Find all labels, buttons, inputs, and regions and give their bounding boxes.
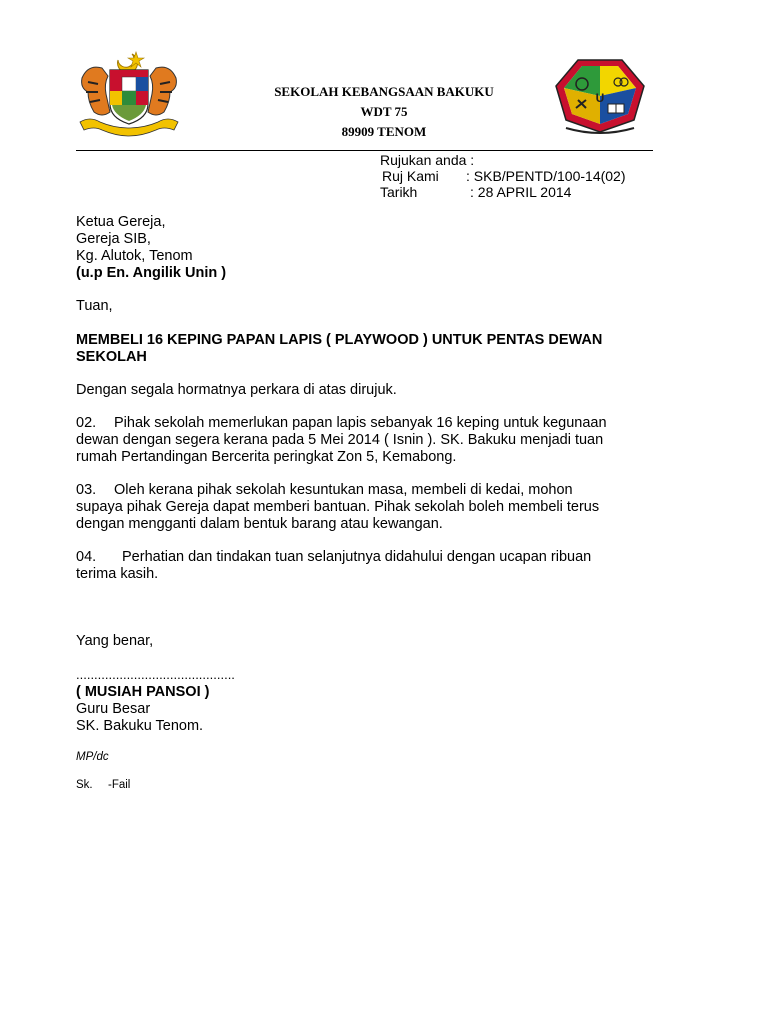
paragraph-number: 02. <box>76 415 97 431</box>
school-letterhead <box>0 82 768 142</box>
svg-text:U: U <box>595 91 605 105</box>
school-code: WDT 75 <box>360 104 408 119</box>
paragraph-number: 04. <box>76 549 97 565</box>
signature-line: ............................................ <box>76 667 235 682</box>
footer-fail: -Fail <box>108 779 131 791</box>
paragraph-text: Pihak sekolah memerlukan papan lapis sebanyak 16 keping untuk kegunaan <box>114 415 607 431</box>
paragraph-text: Perhatian dan tindakan tuan selanjutnya didahului dengan ucapan ribuan <box>122 549 592 565</box>
paragraph-text: Oleh kerana pihak sekolah kesuntukan masa, membeli di kedai, mohon <box>114 482 573 498</box>
opening-line: Dengan segala hormatnya perkara di atas dirujuk. <box>76 382 397 398</box>
tarikh-label: Tarikh <box>380 184 418 200</box>
recipient-line-1: Ketua Gereja, <box>76 214 166 230</box>
ruj-kami-value: : SKB/PENTD/100-14(02) <box>466 168 626 184</box>
recipient-line-3: Kg. Alutok, Tenom <box>76 248 193 264</box>
paragraph-text: dewan dengan segera kerana pada 5 Mei 2014 ( Isnin ). SK. Bakuku menjadi tuan <box>76 432 604 448</box>
paragraph-02 <box>76 415 656 466</box>
signatory-title: Guru Besar <box>76 701 151 717</box>
paragraph-text: terima kasih. <box>76 566 159 582</box>
school-crest-logo <box>552 58 648 138</box>
yang-benar: Yang benar, <box>76 633 154 649</box>
paragraph-04 <box>76 549 656 583</box>
paragraph-number: 03. <box>76 482 97 498</box>
footer-sk: Sk. <box>76 779 93 791</box>
school-name: SEKOLAH KEBANGSAAN BAKUKU <box>274 84 494 99</box>
rujukan-anda-label: Rujukan anda : <box>380 152 475 168</box>
tarikh-value: : 28 APRIL 2014 <box>470 184 572 200</box>
ruj-kami-label: Ruj Kami <box>382 168 439 184</box>
paragraph-text: rumah Pertandingan Bercerita peringkat Zon 5, Kemabong. <box>76 449 457 465</box>
paragraph-03 <box>76 482 656 533</box>
footer-initials: MP/dc <box>76 751 109 763</box>
header-divider <box>76 150 653 151</box>
school-address: 89909 TENOM <box>341 124 427 139</box>
recipient-attention: (u.p En. Angilik Unin ) <box>76 265 227 281</box>
paragraph-text: supaya pihak Gereja dapat memberi bantuan. Pihak sekolah boleh membeli terus <box>76 499 600 515</box>
signatory-name: ( MUSIAH PANSOI ) <box>76 684 210 700</box>
salutation: Tuan, <box>76 298 113 314</box>
recipient-line-2: Gereja SIB, <box>76 231 151 247</box>
paragraph-text: dengan mengganti dalam bentuk barang atau kewangan. <box>76 516 443 532</box>
signatory-school: SK. Bakuku Tenom. <box>76 718 204 734</box>
subject-line-2: SEKOLAH <box>76 349 147 365</box>
subject-line-1: MEMBELI 16 KEPING PAPAN LAPIS ( PLAYWOOD ) UNTUK PENTAS DEWAN <box>76 332 603 348</box>
